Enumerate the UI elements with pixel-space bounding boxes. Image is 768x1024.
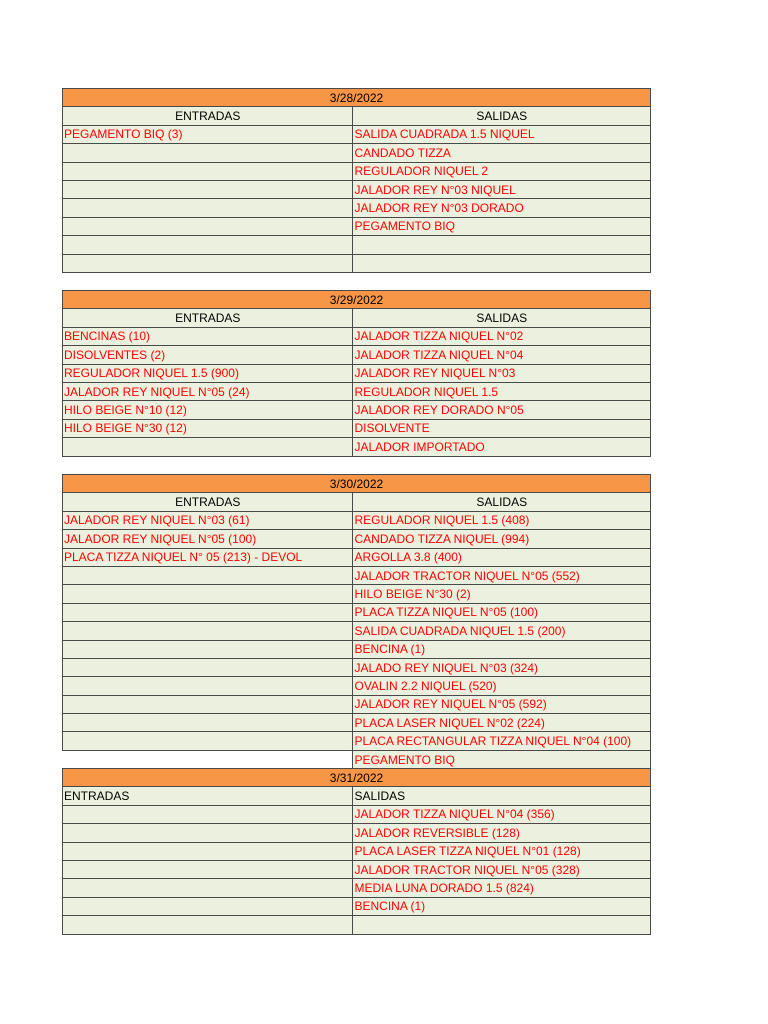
salida-cell[interactable]: JALADOR REY NIQUEL N°05 (592) xyxy=(353,695,651,713)
salida-cell[interactable]: JALADOR TIZZA NIQUEL N°04 xyxy=(353,346,651,364)
salida-cell[interactable]: JALADOR TIZZA NIQUEL N°02 xyxy=(353,327,651,345)
date-header[interactable]: 3/30/2022 xyxy=(63,475,651,493)
salida-cell[interactable]: OVALIN 2.2 NIQUEL (520) xyxy=(353,677,651,695)
day-table-2022-03-29 xyxy=(62,290,651,457)
entrada-cell[interactable] xyxy=(63,585,353,603)
day-table-2022-03-31 xyxy=(62,768,651,935)
entrada-cell[interactable] xyxy=(63,180,353,198)
salida-cell[interactable]: MEDIA LUNA DORADO 1.5 (824) xyxy=(353,879,651,897)
entrada-cell[interactable] xyxy=(63,860,353,878)
entrada-cell[interactable]: JALADOR REY NIQUEL N°05 (100) xyxy=(63,530,353,548)
entrada-cell[interactable] xyxy=(63,144,353,162)
entrada-cell[interactable]: JALADOR REY NIQUEL N°03 (61) xyxy=(63,511,353,529)
entrada-cell[interactable] xyxy=(63,199,353,217)
salida-cell[interactable]: JALADOR TRACTOR NIQUEL N°05 (328) xyxy=(353,860,651,878)
salida-cell[interactable]: PEGAMENTO BIQ xyxy=(353,750,651,768)
entrada-cell[interactable]: HILO BEIGE N°30 (12) xyxy=(63,419,353,437)
entrada-cell[interactable] xyxy=(63,217,353,235)
salida-cell[interactable]: JALADO REY NIQUEL N°03 (324) xyxy=(353,658,651,676)
salidas-header[interactable]: SALIDAS xyxy=(353,493,651,511)
entrada-cell[interactable] xyxy=(63,622,353,640)
salida-cell[interactable]: BENCINA (1) xyxy=(353,640,651,658)
entrada-cell[interactable]: JALADOR REY NIQUEL N°05 (24) xyxy=(63,382,353,400)
entradas-header[interactable]: ENTRADAS xyxy=(63,309,353,327)
salida-cell[interactable]: PLACA TIZZA NIQUEL N°05 (100) xyxy=(353,603,651,621)
salida-cell[interactable]: CANDADO TIZZA NIQUEL (994) xyxy=(353,530,651,548)
entrada-cell[interactable] xyxy=(63,162,353,180)
salida-cell[interactable]: REGULADOR NIQUEL 2 xyxy=(353,162,651,180)
date-header[interactable]: 3/29/2022 xyxy=(63,291,651,309)
entrada-cell[interactable] xyxy=(63,438,353,456)
salida-cell[interactable]: SALIDA CUADRADA NIQUEL 1.5 (200) xyxy=(353,622,651,640)
entrada-cell[interactable] xyxy=(63,750,353,768)
entrada-cell[interactable] xyxy=(63,824,353,842)
entrada-cell[interactable]: BENCINAS (10) xyxy=(63,327,353,345)
salida-cell[interactable]: SALIDA CUADRADA 1.5 NIQUEL xyxy=(353,125,651,143)
entradas-header[interactable]: ENTRADAS xyxy=(63,787,353,805)
entradas-header[interactable]: ENTRADAS xyxy=(63,107,353,125)
entrada-cell[interactable]: REGULADOR NIQUEL 1.5 (900) xyxy=(63,364,353,382)
day-table-2022-03-28 xyxy=(62,88,651,273)
entrada-cell[interactable] xyxy=(63,842,353,860)
salida-cell[interactable]: JALADOR TIZZA NIQUEL N°04 (356) xyxy=(353,805,651,823)
entrada-cell[interactable] xyxy=(63,640,353,658)
entrada-cell[interactable]: DISOLVENTES (2) xyxy=(63,346,353,364)
salida-cell[interactable]: JALADOR REY N°03 NIQUEL xyxy=(353,180,651,198)
salida-cell[interactable]: JALADOR REVERSIBLE (128) xyxy=(353,824,651,842)
entrada-cell[interactable] xyxy=(63,658,353,676)
entrada-cell[interactable] xyxy=(63,916,353,934)
date-header[interactable]: 3/28/2022 xyxy=(63,89,651,107)
entrada-cell[interactable] xyxy=(63,879,353,897)
salida-cell[interactable]: REGULADOR NIQUEL 1.5 xyxy=(353,382,651,400)
salida-cell[interactable]: JALADOR REY NIQUEL N°03 xyxy=(353,364,651,382)
entrada-cell[interactable] xyxy=(63,714,353,732)
salida-cell[interactable]: PLACA RECTANGULAR TIZZA NIQUEL N°04 (100) xyxy=(353,732,651,750)
salida-cell[interactable]: REGULADOR NIQUEL 1.5 (408) xyxy=(353,511,651,529)
date-header[interactable]: 3/31/2022 xyxy=(63,769,651,787)
entrada-cell[interactable] xyxy=(63,677,353,695)
entrada-cell[interactable]: HILO BEIGE N°10 (12) xyxy=(63,401,353,419)
salidas-header[interactable]: SALIDAS xyxy=(353,107,651,125)
salida-cell[interactable]: JALADOR IMPORTADO xyxy=(353,438,651,456)
salida-cell[interactable]: HILO BEIGE N°30 (2) xyxy=(353,585,651,603)
salida-cell[interactable] xyxy=(353,236,651,254)
entrada-cell[interactable] xyxy=(63,566,353,584)
entrada-cell[interactable] xyxy=(63,254,353,272)
entrada-cell[interactable] xyxy=(63,603,353,621)
entrada-cell[interactable] xyxy=(63,236,353,254)
salida-cell[interactable] xyxy=(353,254,651,272)
salida-cell[interactable]: DISOLVENTE xyxy=(353,419,651,437)
salida-cell[interactable]: PEGAMENTO BIQ xyxy=(353,217,651,235)
salida-cell[interactable]: JALADOR TRACTOR NIQUEL N°05 (552) xyxy=(353,566,651,584)
salidas-header[interactable]: SALIDAS xyxy=(353,309,651,327)
salida-cell[interactable]: CANDADO TIZZA xyxy=(353,144,651,162)
salida-cell[interactable]: ARGOLLA 3.8 (400) xyxy=(353,548,651,566)
salidas-header[interactable]: SALIDAS xyxy=(353,787,651,805)
entrada-cell[interactable] xyxy=(63,732,353,750)
salida-cell[interactable] xyxy=(353,916,651,934)
salida-cell[interactable]: PLACA LASER NIQUEL N°02 (224) xyxy=(353,714,651,732)
salida-cell[interactable]: JALADOR REY DORADO N°05 xyxy=(353,401,651,419)
entrada-cell[interactable] xyxy=(63,897,353,915)
entrada-cell[interactable]: PEGAMENTO BIQ (3) xyxy=(63,125,353,143)
salida-cell[interactable]: BENCINA (1) xyxy=(353,897,651,915)
day-table-2022-03-30 xyxy=(62,474,651,769)
salida-cell[interactable]: PLACA LASER TIZZA NIQUEL N°01 (128) xyxy=(353,842,651,860)
entradas-header[interactable]: ENTRADAS xyxy=(63,493,353,511)
entrada-cell[interactable] xyxy=(63,805,353,823)
entrada-cell[interactable]: PLACA TIZZA NIQUEL N° 05 (213) - DEVOL xyxy=(63,548,353,566)
salida-cell[interactable]: JALADOR REY N°03 DORADO xyxy=(353,199,651,217)
entrada-cell[interactable] xyxy=(63,695,353,713)
